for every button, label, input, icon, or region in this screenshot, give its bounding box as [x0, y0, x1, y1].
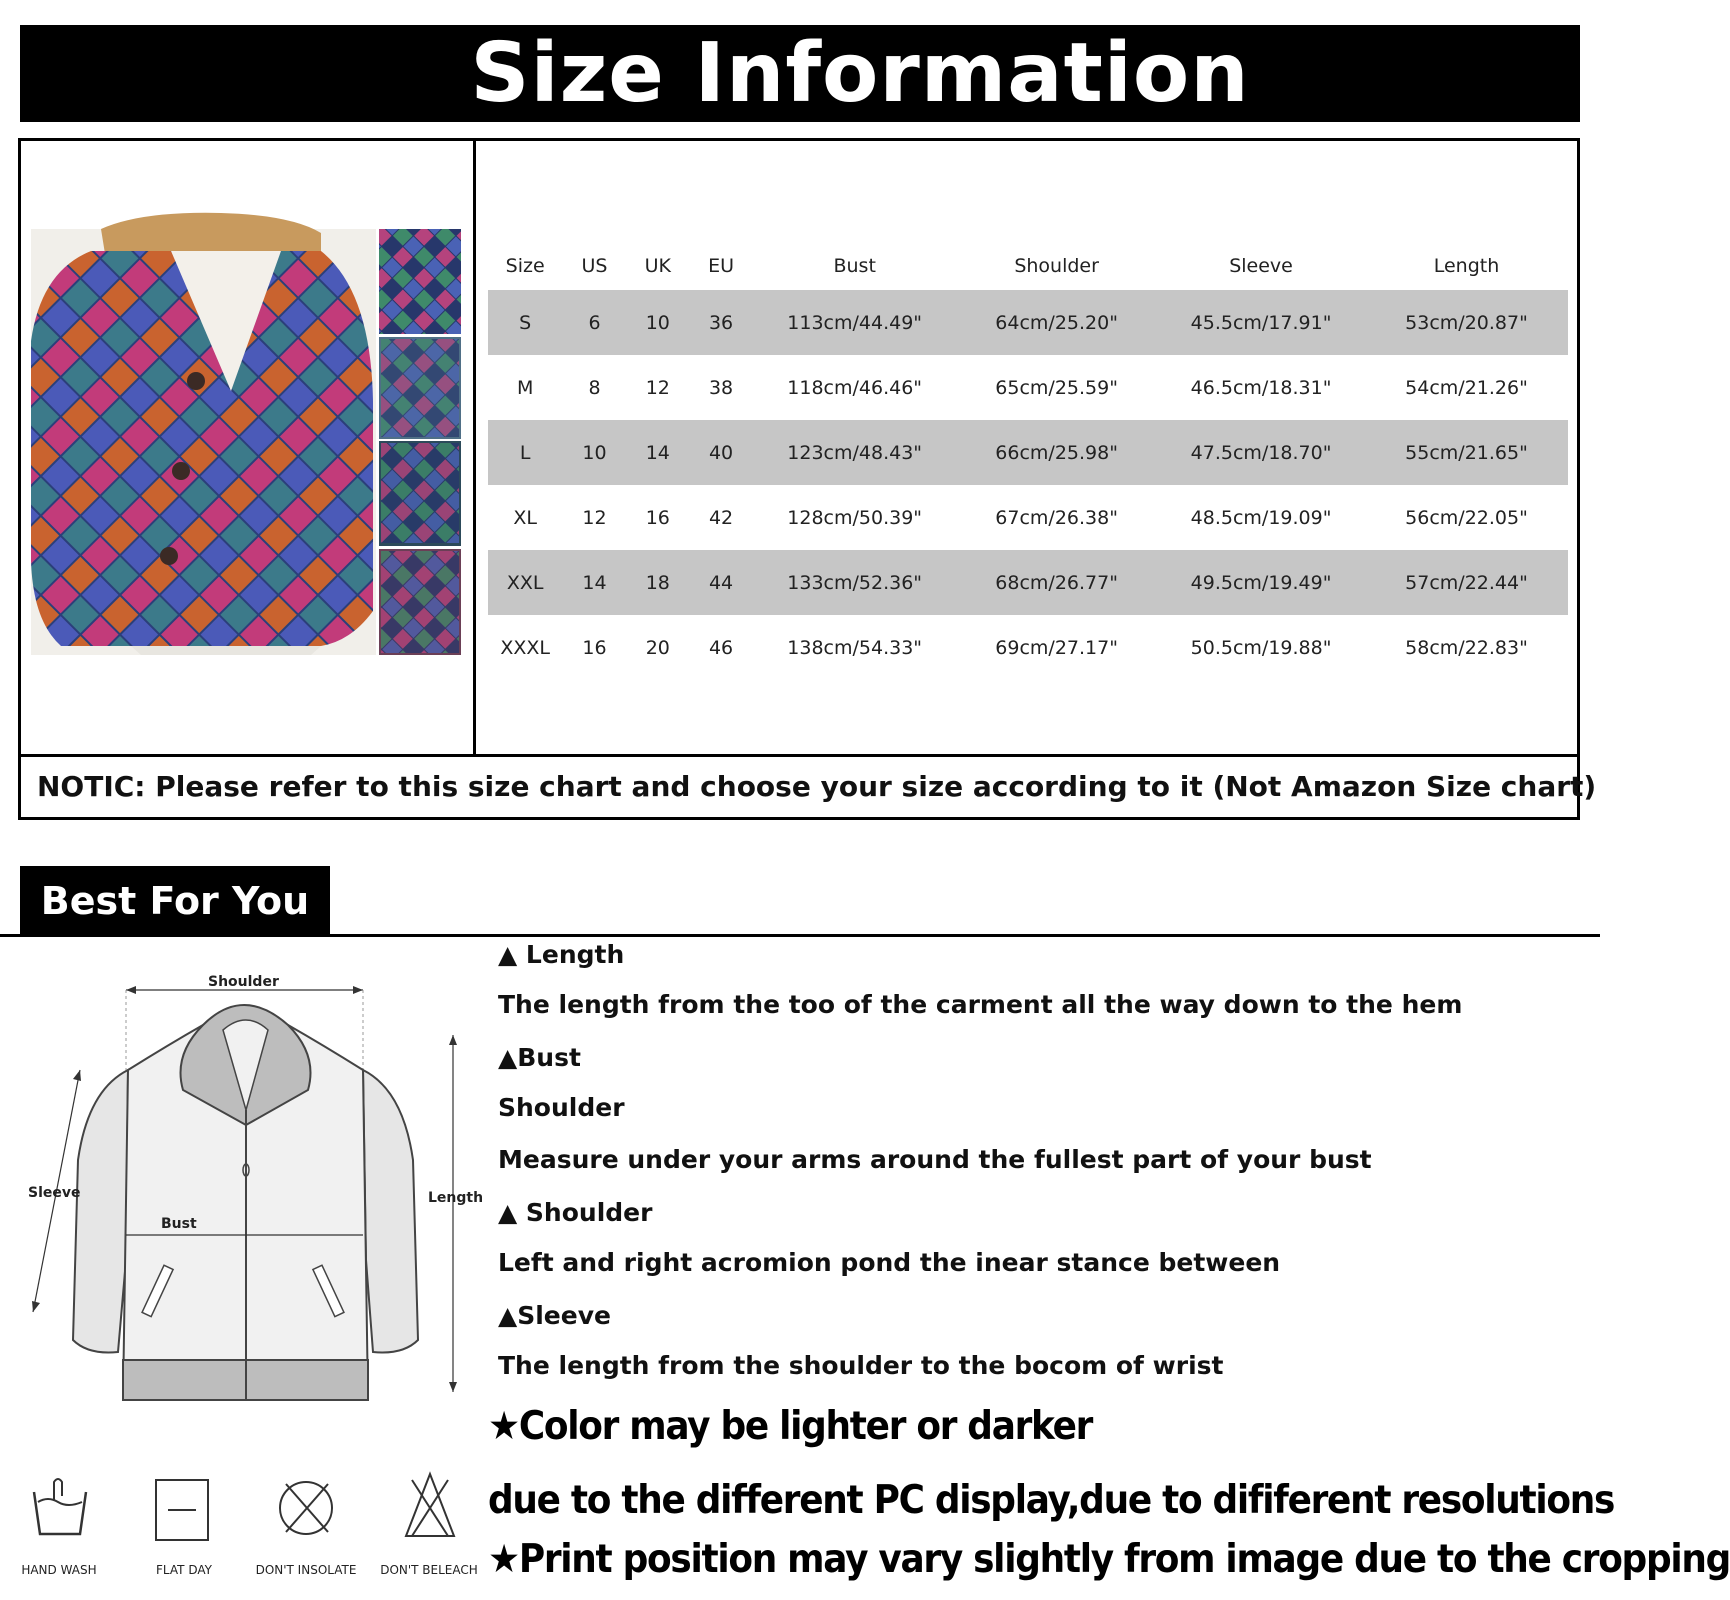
guide-text-shoulder: Shoulder	[498, 1093, 625, 1122]
column-header: US	[581, 255, 608, 277]
table-row	[488, 420, 1568, 485]
print-position-note: ★Print position may vary slightly from image due to the cropping	[488, 1537, 1730, 1582]
table-cell: 12	[582, 506, 607, 529]
table-row	[488, 550, 1568, 615]
table-cell: 12	[645, 376, 670, 399]
table-row	[488, 355, 1568, 420]
table-cell: 68cm/26.77"	[956, 550, 1157, 615]
table-cell: 20	[645, 636, 670, 659]
table-cell: 16	[582, 636, 607, 659]
table-cell: 10	[627, 290, 689, 355]
care-label: FLAT DAY	[156, 1563, 212, 1577]
product-photo-pane	[21, 141, 476, 754]
length-diagram-label: Length	[428, 1190, 484, 1206]
column-header: Sleeve	[1229, 255, 1293, 277]
flat-dry-icon	[156, 1480, 208, 1540]
table-cell: 113cm/44.49"	[753, 290, 956, 355]
section-divider	[0, 934, 1600, 937]
title-banner	[20, 25, 1580, 122]
guide-text-length: The length from the too of the carment all the way down to the hem	[498, 990, 1463, 1019]
table-cell: 6	[562, 290, 626, 355]
table-header-row	[488, 242, 1568, 290]
table-cell: 36	[689, 290, 753, 355]
table-cell: 67cm/26.38"	[995, 506, 1118, 529]
best-for-you-tab	[20, 866, 330, 936]
display-note: due to the different PC display,due to dififerent resolutions	[488, 1478, 1615, 1523]
table-cell: 46	[708, 636, 734, 659]
table-cell: 16	[645, 506, 670, 529]
table-cell: 53cm/20.87"	[1365, 290, 1568, 355]
shoulder-diagram-label: Shoulder	[208, 974, 279, 990]
table-cell: 44	[689, 550, 753, 615]
table-cell: S	[488, 290, 562, 355]
table-cell: L	[488, 420, 562, 485]
page-title: Size Information	[470, 26, 1250, 121]
table-cell: 18	[627, 550, 689, 615]
model-photo	[31, 213, 376, 655]
table-row	[488, 485, 1568, 550]
table-row	[488, 615, 1568, 680]
column-header: Bust	[833, 255, 876, 277]
guide-heading-length: ▲ Length	[498, 940, 625, 969]
column-header: UK	[644, 255, 671, 277]
table-cell: 40	[689, 420, 753, 485]
table-cell: 54cm/21.26"	[1405, 376, 1528, 399]
bust-diagram-label: Bust	[161, 1216, 197, 1232]
table-cell: XL	[513, 506, 537, 529]
table-cell: 14	[562, 550, 626, 615]
guide-heading-shoulder: ▲ Shoulder	[498, 1198, 653, 1227]
column-header: Shoulder	[1014, 255, 1099, 277]
sleeve-diagram-label: Sleeve	[28, 1185, 81, 1201]
measurement-diagram	[18, 960, 488, 1430]
do-not-insolate-icon	[280, 1482, 332, 1534]
care-label: HAND WASH	[21, 1563, 97, 1577]
table-cell: XXXL	[500, 636, 550, 659]
table-cell: 118cm/46.46"	[787, 376, 923, 399]
table-cell: 57cm/22.44"	[1365, 550, 1568, 615]
product-photos	[21, 141, 473, 754]
care-label: DON'T INSOLATE	[255, 1563, 357, 1577]
column-header: EU	[708, 255, 735, 277]
color-note: ★Color may be lighter or darker	[488, 1404, 1093, 1449]
table-cell: XXL	[488, 550, 562, 615]
column-header: Size	[505, 255, 545, 277]
table-cell: 46.5cm/18.31"	[1190, 376, 1332, 399]
table-row	[488, 290, 1568, 355]
table-cell: 64cm/25.20"	[956, 290, 1157, 355]
table-cell: 58cm/22.83"	[1405, 636, 1528, 659]
table-cell: 128cm/50.39"	[787, 506, 923, 529]
column-header: Length	[1433, 255, 1500, 277]
table-cell: 48.5cm/19.09"	[1190, 506, 1332, 529]
size-table	[488, 242, 1568, 680]
table-cell: 10	[562, 420, 626, 485]
table-cell: 38	[708, 376, 734, 399]
table-cell: 14	[627, 420, 689, 485]
table-cell: 55cm/21.65"	[1365, 420, 1568, 485]
table-cell: 69cm/27.17"	[995, 636, 1118, 659]
guide-text-sleeve: The length from the shoulder to the bocom of wrist	[498, 1351, 1224, 1380]
care-label: DON'T BELEACH	[380, 1563, 478, 1577]
guide-text-shoulder-detail: Left and right acromion pond the inear stance between	[498, 1248, 1281, 1277]
table-cell: 133cm/52.36"	[753, 550, 956, 615]
table-cell: 50.5cm/19.88"	[1190, 636, 1332, 659]
guide-text-bust: Measure under your arms around the fullest part of your bust	[498, 1145, 1372, 1174]
table-cell: 65cm/25.59"	[995, 376, 1118, 399]
table-cell: 8	[588, 376, 601, 399]
care-icons	[28, 1470, 478, 1545]
table-cell: 42	[708, 506, 734, 529]
table-cell: 123cm/48.43"	[753, 420, 956, 485]
table-cell: 49.5cm/19.49"	[1157, 550, 1365, 615]
guide-heading-sleeve: ▲Sleeve	[498, 1301, 611, 1330]
table-cell: 66cm/25.98"	[956, 420, 1157, 485]
variant-thumbnails	[379, 229, 461, 655]
table-cell: 138cm/54.33"	[787, 636, 923, 659]
table-cell: 56cm/22.05"	[1405, 506, 1528, 529]
hand-wash-icon	[34, 1479, 86, 1534]
table-cell: M	[516, 376, 534, 399]
table-cell: 47.5cm/18.70"	[1157, 420, 1365, 485]
best-for-you-title: Best For You	[40, 879, 310, 923]
size-notice: NOTIC: Please refer to this size chart and choose your size according to it (Not Amazon Size chart)	[21, 754, 1577, 817]
do-not-bleach-icon	[406, 1474, 454, 1536]
table-cell: 45.5cm/17.91"	[1157, 290, 1365, 355]
guide-heading-bust: ▲Bust	[498, 1043, 581, 1072]
